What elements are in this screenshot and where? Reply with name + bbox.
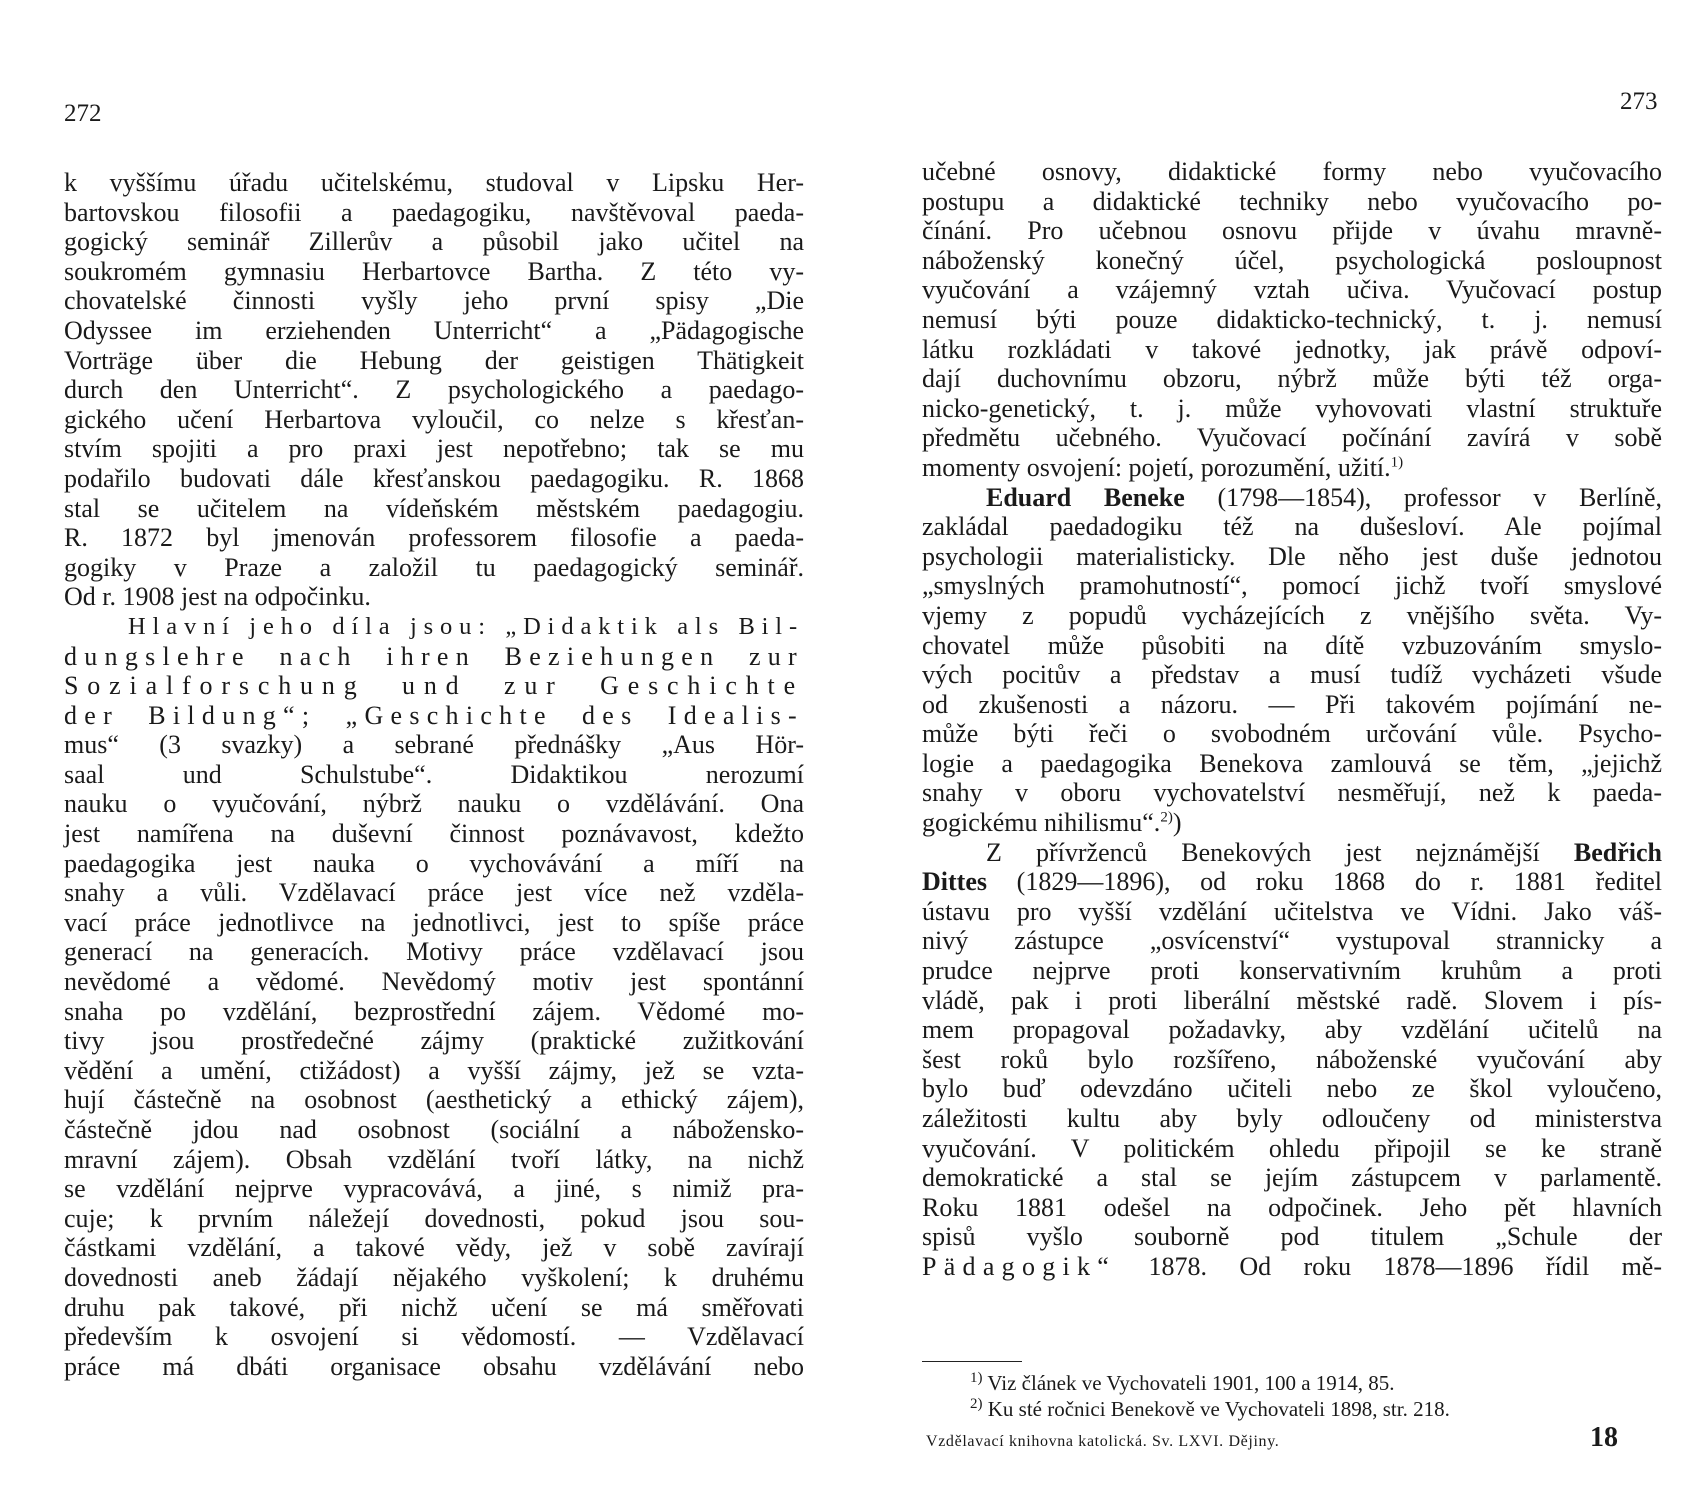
text-line: šest roků bylo rozšířeno, náboženské vyučování aby — [922, 1044, 1662, 1074]
text-line: dungslehre nach ihren Beziehungen zur — [64, 641, 804, 671]
text-line: především k osvojení si vědomostí. — Vzdělavací — [64, 1322, 804, 1352]
text-line: vyučování a vzájemný vztah učiva. Vyučovací postup — [922, 275, 1662, 305]
text-line: chovatelské činnosti vyšly jeho první spisy „Die — [64, 286, 804, 316]
text-line: mravní zájem). Obsah vzdělání tvoří látky, na nichž — [64, 1144, 804, 1174]
text-line: práce má dbáti organisace obsahu vzdělávání nebo — [64, 1351, 804, 1381]
text-line: mus“ (3 svazky) a sebrané přednášky „Aus Hör- — [64, 730, 804, 760]
footnote-ref: 1) — [1390, 454, 1404, 471]
text-line: ústavu pro vyšší vzdělání učitelstva ve Vídni. Jako váš- — [922, 896, 1662, 926]
text-line: částkami vzdělání, a takové vědy, jež v sobě zavírají — [64, 1233, 804, 1263]
text-line: čínání. Pro učebnou osnovu přijde v úvahu mravně- — [922, 216, 1662, 246]
right-page-text — [922, 157, 1662, 1282]
person-name: Bedřich — [1573, 837, 1662, 867]
text-line: od zkušenosti a názoru. — Při takovém pojímání ne- — [922, 689, 1662, 719]
text-line: gogiky v Praze a založil tu paedagogický seminář. — [64, 552, 804, 582]
text-line: „smyslných pramohutností“, pomocí jichž tvoří smyslové — [922, 571, 1662, 601]
line-text: gogickému nihilismu“. — [922, 808, 1161, 838]
text-line: cuje; k prvním náležejí dovednosti, pokud jsou sou- — [64, 1203, 804, 1233]
text-line: der Bildung“; „Geschichte des Idealis- — [64, 700, 804, 730]
text-line: se vzdělání nejprve vypracovává, a jiné, s nimiž pra- — [64, 1174, 804, 1204]
text-line: bartovskou filosofii a paedagogiku, navštěvoval paeda- — [64, 197, 804, 227]
text-line: saal und Schulstube“. Didaktikou nerozumí — [64, 759, 804, 789]
text-line: druhu pak takové, při nichž učení se má směřovati — [64, 1292, 804, 1322]
line-text: 1878. Od roku 1878—1896 řídil mě- — [1116, 1251, 1662, 1281]
text-line: tivy jsou prostředečné zájmy (praktické zužitkování — [64, 1026, 804, 1056]
text-line: k vyššímu úřadu učitelskému, studoval v Lipsku Her- — [64, 168, 804, 197]
text-line: Hlavní jeho díla jsou: „Didaktik als Bil- — [128, 612, 804, 640]
text-line: stvím spojiti a pro praxi jest nepotřebno; tak se mu — [64, 434, 804, 464]
text-line: snaha po vzdělání, bezprostřední zájem. Vědomé mo- — [64, 996, 804, 1026]
text-line: snahy v oboru vychovatelství nesměřují, než k paeda- — [922, 778, 1662, 808]
line-text: momenty osvojení: pojetí, porozumění, užití. — [922, 452, 1391, 482]
text-line: náboženský konečný účel, psychologická posloupnost — [922, 245, 1662, 275]
text-line: vjemy z popudů vycházejících z vnějšího světa. Vy- — [922, 600, 1662, 630]
footnote-ref: 2) — [1160, 809, 1173, 826]
page-number-left: 272 — [64, 100, 102, 127]
text-line: logie a paedagogika Benekova zamlouvá se těm, „jejichž — [922, 748, 1662, 778]
text-line: záležitosti kultu aby byly odloučeny od ministerstva — [922, 1104, 1662, 1133]
text-line: nauku o vyučování, nýbrž nauku o vzdělávání. Ona — [64, 789, 804, 819]
text-line: nemusí býti pouze didakticko-technický, t. j. nemusí — [922, 304, 1662, 334]
text-line: soukromém gymnasiu Herbartovce Bartha. Z této vy- — [64, 256, 804, 286]
text-line: R. 1872 byl jmenován professorem filosofie a paeda- — [64, 523, 804, 553]
text-line: Sozialforschung und zur Geschichte — [64, 671, 804, 701]
text-line: jest namířena na duševní činnost poznávavost, kdežto — [64, 819, 804, 849]
line-text: Z přívrženců Benekových jest nejznámější — [986, 837, 1574, 867]
text-line: bylo buď odevzdáno učiteli nebo ze škol vyloučeno, — [922, 1074, 1662, 1104]
text-line: učebné osnovy, didaktické formy nebo vyučovacího — [922, 157, 1662, 186]
line-text: (1829—1896), od roku 1868 do r. 1881 ředitel — [986, 867, 1662, 897]
text-line: podařilo budovati dále křesťanskou paedagogiku. R. 1868 — [64, 463, 804, 493]
text-line — [922, 838, 1662, 868]
text-line: demokratické a stal se jejím zástupcem v parlamentě. — [922, 1163, 1662, 1193]
text-line: vací práce jednotlivce na jednotlivci, jest to spíše práce — [64, 907, 804, 937]
text-line: postupu a didaktické techniky nebo vyučovacího po- — [922, 186, 1662, 216]
text-line: stal se učitelem na vídeňském městském paedagogiu. — [64, 493, 804, 523]
text-line — [922, 483, 1662, 513]
footnote-mark: 1) — [970, 1370, 983, 1386]
footnote — [922, 1370, 1662, 1396]
text-line: vých pocitův a představ a musí tudíž vycházeti všude — [922, 660, 1662, 690]
text-line: částečně jdou nad osobnost (sociální a nábožensko- — [64, 1115, 804, 1144]
person-name: Eduard Beneke — [986, 482, 1185, 512]
text-line — [922, 867, 1662, 897]
text-line: psychologii materialisticky. Dle něho jest duše jednotou — [922, 541, 1662, 571]
text-line: mem propagoval požadavky, aby vzdělání učitelů na — [922, 1015, 1662, 1045]
text-line: vědění a umění, ctižádost) a vyšší zájmy, jež se vzta- — [64, 1055, 804, 1085]
text-line — [922, 808, 1662, 838]
text-line: prudce nejprve proti konservativním kruhům a proti — [922, 956, 1662, 986]
spaced-title: Pädagogik“ — [922, 1251, 1117, 1281]
signature-mark: 18 — [1590, 1422, 1618, 1453]
footnote-text: Viz článek ve Vychovateli 1901, 100 a 1914, 85. — [982, 1371, 1395, 1395]
text-line: durch den Unterricht“. Z psychologického a paedago- — [64, 375, 804, 405]
line-text: ) — [1172, 808, 1182, 838]
footnote-text: Ku sté ročnici Benekově ve Vychovateli 1898, str. 218. — [982, 1397, 1450, 1421]
text-line: zakládal paedadogiku též na dušesloví. Ale pojímal — [922, 512, 1662, 542]
text-line: látku rozkládati v takové jednotky, jak právě odpoví- — [922, 334, 1662, 364]
text-line: gogický seminář Zillerův a působil jako učitel na — [64, 227, 804, 257]
text-line: hují částečně na osobnost (aesthetický a ethický zájem), — [64, 1085, 804, 1115]
text-line: generací na generacích. Motivy práce vzdělavací jsou — [64, 937, 804, 967]
text-line: vládě, pak i proti liberální městské radě. Slovem i pís- — [922, 985, 1662, 1015]
line-text: (1798—1854), professor v Berlíně, — [1184, 482, 1662, 512]
text-line: Odyssee im erziehenden Unterricht“ a „Pädagogische — [64, 315, 804, 345]
text-line: dovednosti aneb žádají nějakého vyškolení; k druhému — [64, 1262, 804, 1292]
text-line: vyučování. V politickém ohledu připojil se ke straně — [922, 1133, 1662, 1163]
text-line: může býti řeči o svobodném určování vůle. Psycho- — [922, 719, 1662, 749]
text-line — [922, 1252, 1662, 1282]
text-line: nevědomé a vědomé. Nevědomý motiv jest spontánní — [64, 967, 804, 997]
person-name: Dittes — [922, 867, 987, 897]
text-line — [922, 453, 1662, 483]
text-line: spisů vyšlo souborně pod titulem „Schule der — [922, 1222, 1662, 1252]
text-line: Od r. 1908 jest na odpočinku. — [64, 582, 371, 612]
footnote — [922, 1396, 1662, 1422]
text-line: Vorträge über die Hebung der geistigen Thätigkeit — [64, 345, 804, 375]
text-line: předmětu učebného. Vyučovací počínání zavírá v sobě — [922, 423, 1662, 453]
footnote-mark: 2) — [970, 1396, 983, 1412]
text-line: nivý zástupce „osvícenství“ vystupoval strannicky a — [922, 926, 1662, 956]
text-line: nicko-genetický, t. j. může vyhovovati vlastní struktuře — [922, 393, 1662, 423]
text-line: dají duchovnímu obzoru, nýbrž může býti též orga- — [922, 364, 1662, 394]
page-number-right: 273 — [1620, 88, 1658, 115]
text-line: chovatel může působiti na dítě vzbuzováním smyslo- — [922, 630, 1662, 660]
series-footer: Vzdělavací knihovna katolická. Sv. LXVI. Dějiny. — [926, 1433, 1280, 1450]
text-line: Roku 1881 odešel na odpočinek. Jeho pět hlavních — [922, 1192, 1662, 1222]
left-page-text — [64, 168, 804, 1381]
text-line: gického učení Herbartova vyloučil, co nelze s křesťan- — [64, 404, 804, 434]
text-line: snahy a vůli. Vzdělavací práce jest více než vzděla- — [64, 878, 804, 908]
text-line: paedagogika jest nauka o vychovávání a míří na — [64, 848, 804, 878]
footnote-rule — [922, 1361, 1022, 1362]
footnotes — [922, 1370, 1662, 1422]
